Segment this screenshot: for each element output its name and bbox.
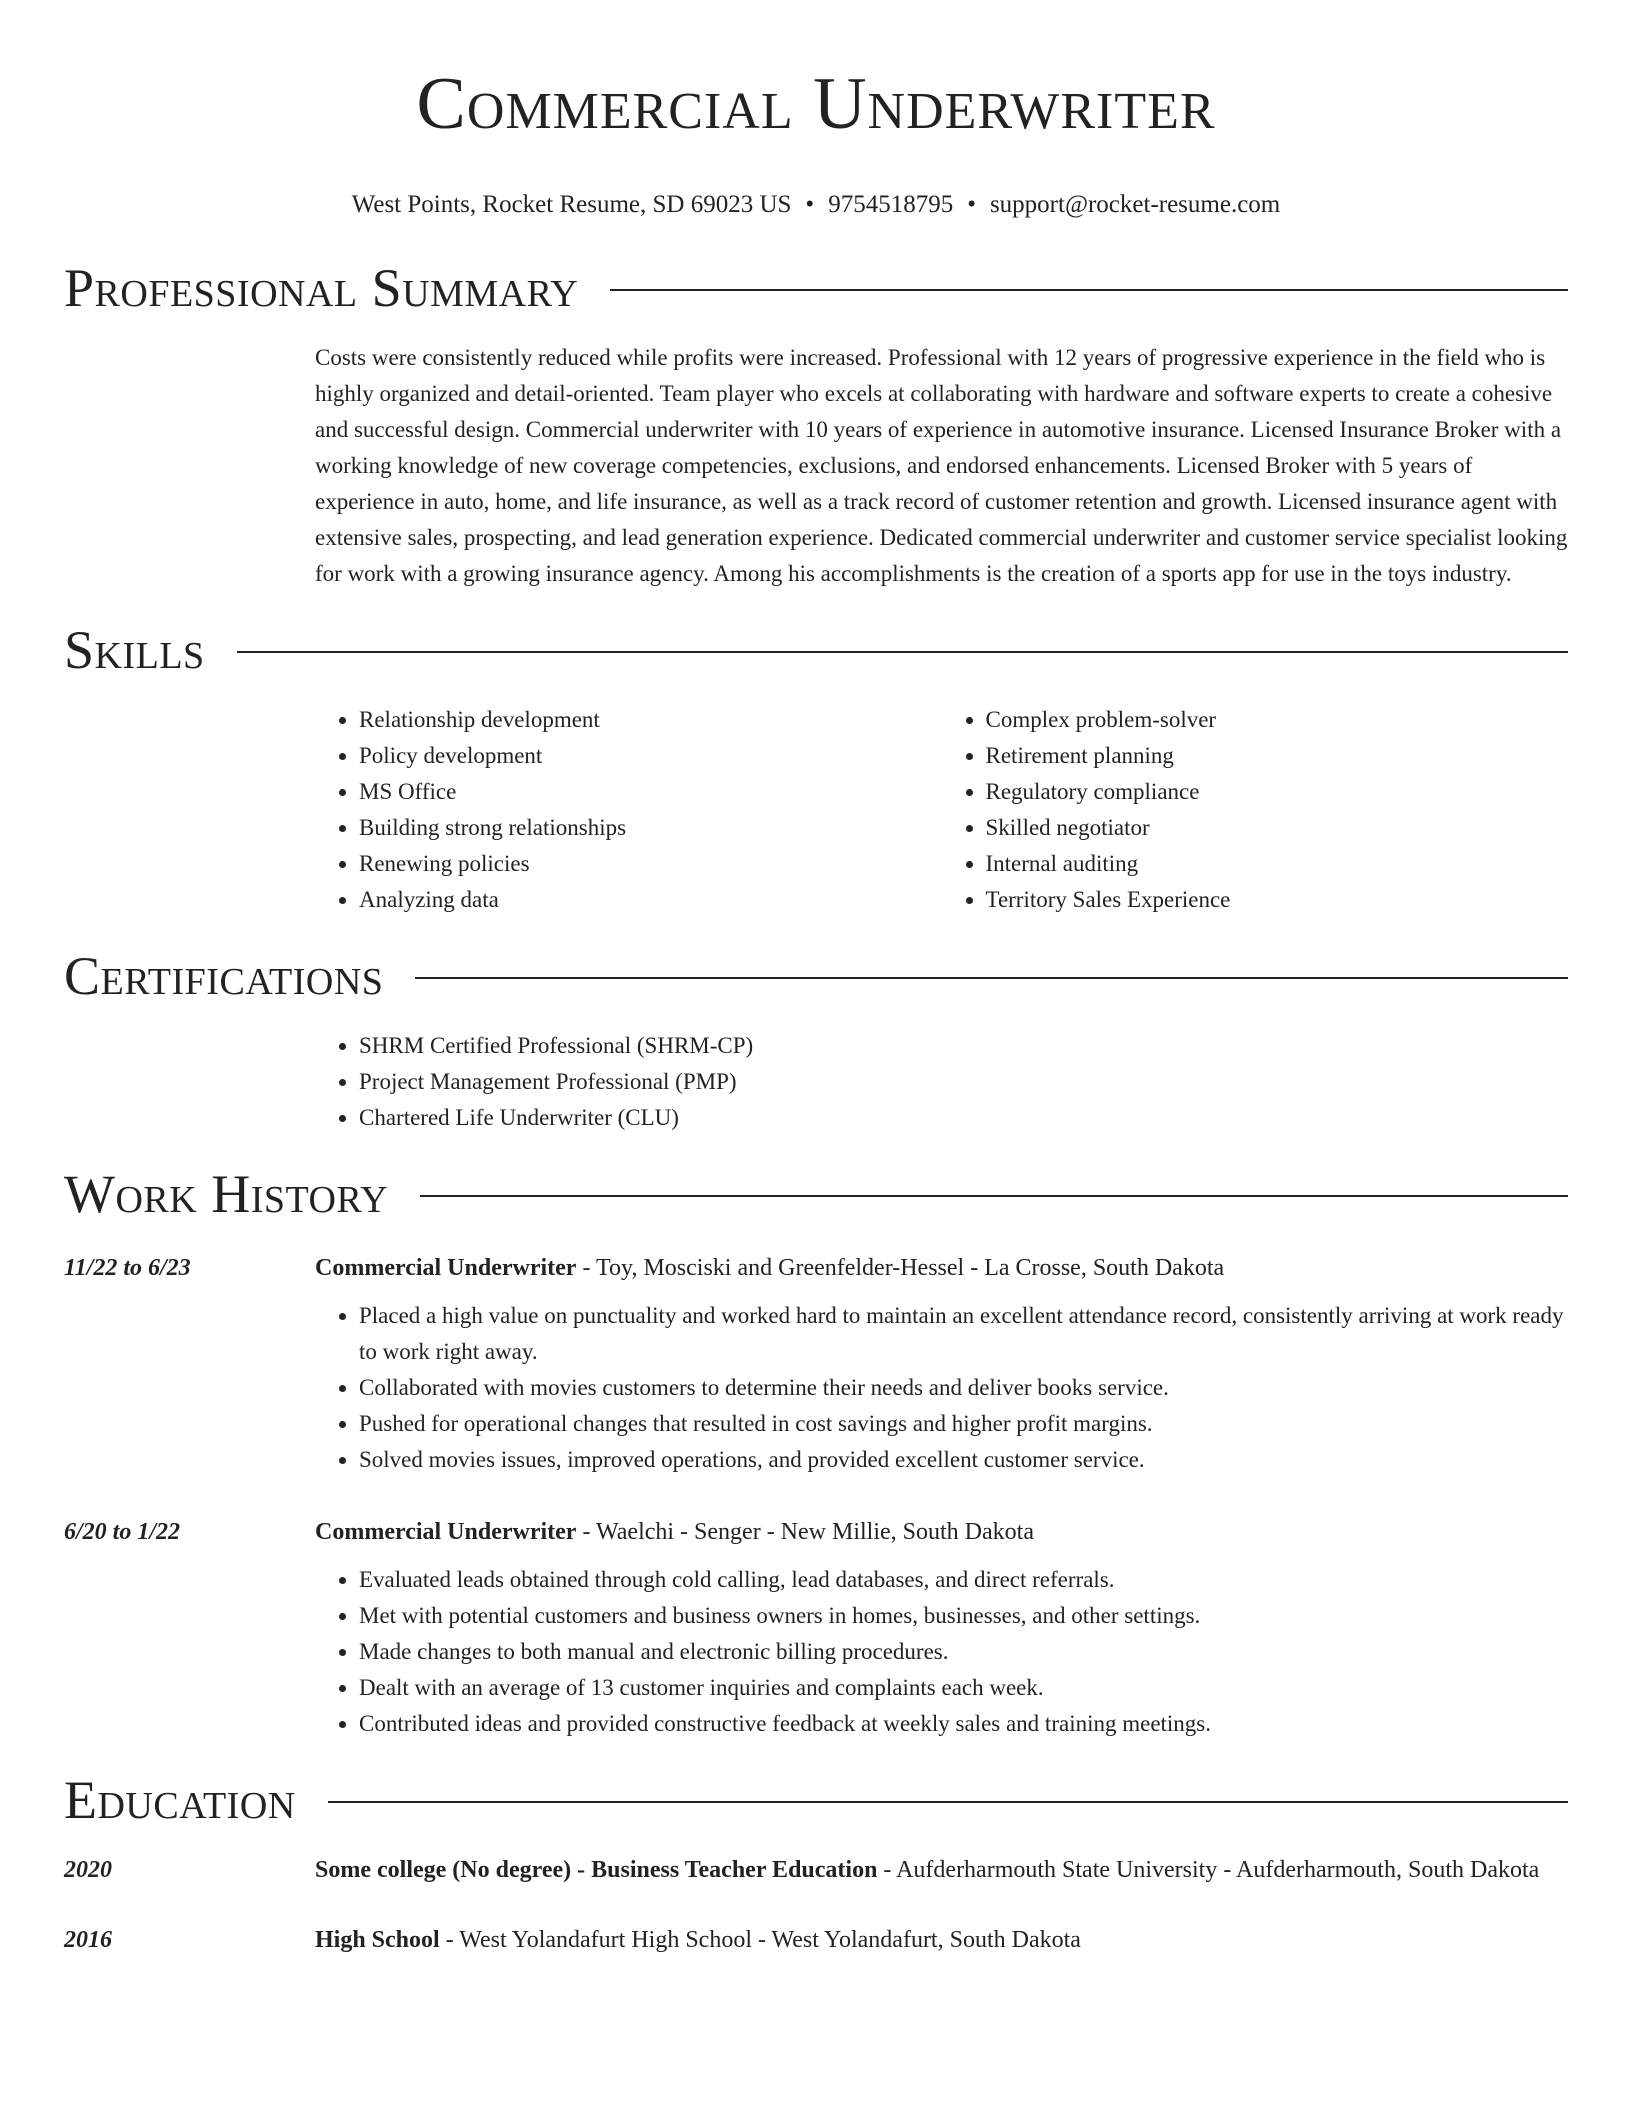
job-dates: 6/20 to 1/22	[64, 1519, 181, 1545]
summary-section-header	[64, 256, 1568, 320]
duty-item: • Collaborated with movies customers to determine their needs and deliver books service.	[359, 1370, 1568, 1406]
section-divider	[610, 289, 1568, 291]
job-role: Commercial Underwriter	[315, 1519, 577, 1545]
skills-list	[315, 702, 1568, 918]
job-entry	[64, 1248, 1568, 1478]
job-entry	[64, 1512, 1568, 1742]
duty-item: • Contributed ideas and provided constructive feedback at weekly sales and training meetings.	[359, 1706, 1568, 1742]
summary-title: Professional Summary	[64, 258, 579, 318]
skills-column-left	[315, 702, 942, 918]
duty-item: • Placed a high value on punctuality and worked hard to maintain an excellent attendance record, consistently arriving at work ready to work right away.	[359, 1298, 1568, 1370]
duty-item: • Evaluated leads obtained through cold calling, lead databases, and direct referrals.	[359, 1562, 1568, 1598]
summary-text: Costs were consistently reduced while profits were increased. Professional with 12 years of progressive experience in the field who is highly organized and detail-oriented. Team player who excels at collaborating with hardware and software experts to create a cohesive and successful design. Commercial underwriter with 10 years of experience in automotive insurance. Licensed Insurance Broker with a working knowledge of new coverage competencies, exclusions, and endorsed enhancements. Licensed Broker with 5 years of experience in auto, home, and life insurance, as well as a track record of customer retention and growth. Licensed insurance agent with extensive sales, prospecting, and lead generation experience. Dedicated commercial underwriter and customer service specialist looking for work with a growing insurance agency. Among his accomplishments is the creation of a sports app for use in the toys industry.	[315, 345, 1568, 586]
skill-item: • Renewing policies	[359, 846, 942, 882]
skill-item: • Retirement planning	[986, 738, 1569, 774]
education-title: Education	[64, 1770, 296, 1830]
education-degree: Some college (No degree) - Business Teacher Education	[315, 1857, 878, 1883]
contact-separator: •	[805, 191, 815, 218]
contact-line	[64, 190, 1568, 220]
skills-title: Skills	[64, 620, 205, 680]
job-heading	[315, 1512, 1568, 1552]
duty-item: • Dealt with an average of 13 customer inquiries and complaints each week.	[359, 1670, 1568, 1706]
contact-separator: •	[967, 191, 976, 218]
certifications-list	[315, 1028, 1568, 1136]
contact-phone: 9754518795	[828, 191, 954, 218]
job-dates: 11/22 to 6/23	[64, 1255, 191, 1281]
education-section-header	[64, 1768, 1568, 1832]
skill-item: • Skilled negotiator	[986, 810, 1569, 846]
education-entry	[64, 1850, 1568, 1890]
education-degree: High School	[315, 1927, 440, 1953]
skills-section-header	[64, 618, 1568, 682]
education-info	[315, 1850, 1568, 1890]
job-role: Commercial Underwriter	[315, 1255, 577, 1281]
skill-item: • Regulatory compliance	[986, 774, 1569, 810]
duty-item: • Solved movies issues, improved operations, and provided excellent customer service.	[359, 1442, 1568, 1478]
skill-item: • Building strong relationships	[359, 810, 942, 846]
certification-item: • Project Management Professional (PMP)	[359, 1064, 1568, 1100]
job-info	[315, 1512, 1568, 1742]
job-heading	[315, 1248, 1568, 1288]
skill-item: • Relationship development	[359, 702, 942, 738]
section-divider	[420, 1195, 1568, 1197]
work-section-header	[64, 1162, 1568, 1226]
candidate-name: Commercial Underwriter	[416, 63, 1216, 145]
skills-column-right	[942, 702, 1569, 918]
education-year: 2020	[64, 1857, 112, 1883]
contact-email: support@rocket-resume.com	[989, 191, 1281, 218]
education-school: - Aufderharmouth State University - Aufderharmouth, South Dakota	[877, 1857, 1540, 1883]
work-title: Work History	[64, 1164, 389, 1224]
education-year: 2016	[64, 1927, 112, 1953]
skill-item: • Complex problem-solver	[986, 702, 1569, 738]
job-employer: - Toy, Mosciski and Greenfelder-Hessel - La Crosse, South Dakota	[576, 1255, 1225, 1281]
job-info	[315, 1248, 1568, 1478]
duty-item: • Pushed for operational changes that resulted in cost savings and higher profit margins.	[359, 1406, 1568, 1442]
duty-item: • Met with potential customers and business owners in homes, businesses, and other settings.	[359, 1598, 1568, 1634]
education-entry	[64, 1920, 1568, 1960]
skill-item: • Analyzing data	[359, 882, 942, 918]
section-divider	[328, 1801, 1568, 1803]
resume-page	[64, 60, 1568, 1960]
education-school: - West Yolandafurt High School - West Yolandafurt, South Dakota	[439, 1927, 1081, 1953]
job-employer: - Waelchi - Senger - New Millie, South Dakota	[576, 1519, 1034, 1545]
section-divider	[415, 977, 1568, 979]
contact-address: West Points, Rocket Resume, SD 69023 US	[351, 191, 792, 218]
certifications-title: Certifications	[64, 946, 384, 1006]
duty-item: • Made changes to both manual and electronic billing procedures.	[359, 1634, 1568, 1670]
skill-item: • MS Office	[359, 774, 942, 810]
skill-item: • Territory Sales Experience	[986, 882, 1569, 918]
certification-item: • Chartered Life Underwriter (CLU)	[359, 1100, 1568, 1136]
skill-item: • Internal auditing	[986, 846, 1569, 882]
certifications-section-header	[64, 944, 1568, 1008]
certification-item: • SHRM Certified Professional (SHRM-CP)	[359, 1028, 1568, 1064]
education-info	[315, 1920, 1568, 1960]
skill-item: • Policy development	[359, 738, 942, 774]
job-duties	[315, 1562, 1568, 1742]
job-duties	[315, 1298, 1568, 1478]
section-divider	[237, 651, 1568, 653]
